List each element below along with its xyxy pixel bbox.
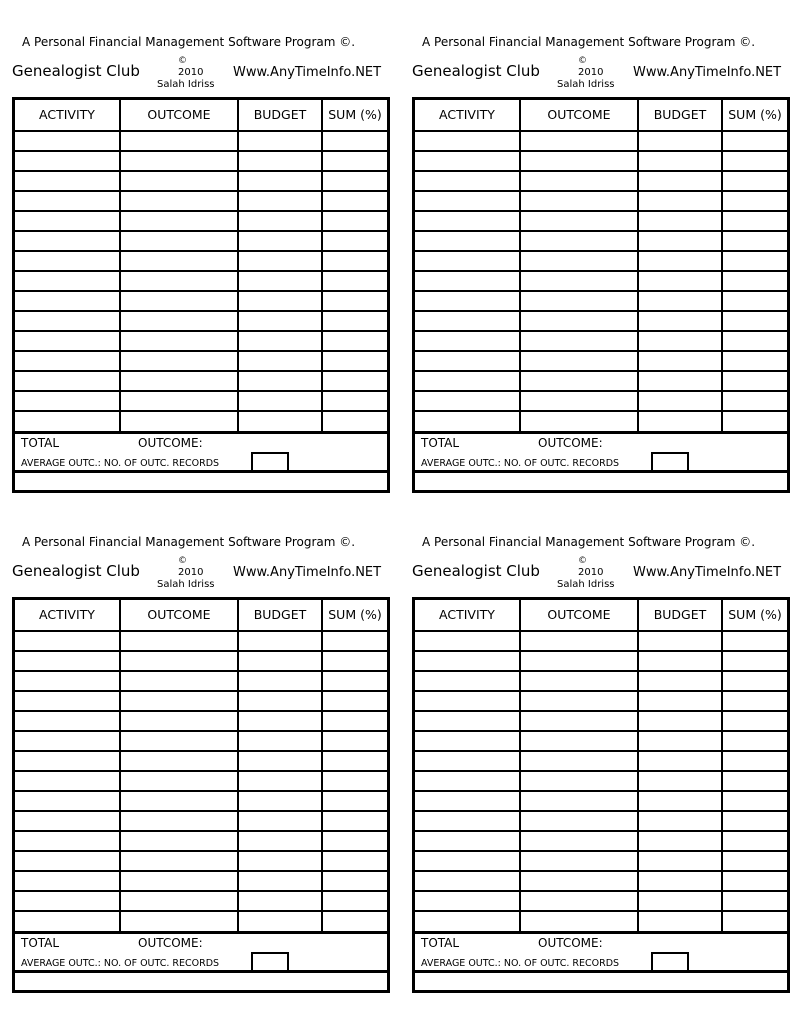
club-name: Genealogist Club — [12, 562, 140, 580]
author-name: Salah Idriss — [157, 579, 215, 590]
website-url: Www.AnyTimeInfo.NET — [233, 65, 382, 80]
budget-table — [412, 97, 790, 493]
copyright-year: 2010 — [178, 67, 204, 78]
row-divider — [415, 650, 787, 652]
total-label: TOTAL — [21, 436, 60, 450]
row-divider — [415, 870, 787, 872]
row-divider — [15, 790, 387, 792]
row-divider — [15, 650, 387, 652]
row-divider — [415, 630, 787, 632]
row-divider — [15, 630, 387, 632]
total-label: TOTAL — [21, 936, 60, 950]
records-count-box — [651, 952, 689, 972]
section-divider — [415, 431, 787, 434]
row-divider — [415, 290, 787, 292]
row-divider — [15, 370, 387, 372]
row-divider — [415, 310, 787, 312]
copyright-year: 2010 — [578, 67, 604, 78]
row-divider — [15, 130, 387, 132]
program-line: A Personal Financial Management Software Program ©. — [22, 35, 356, 49]
total-label: TOTAL — [421, 436, 460, 450]
row-divider — [415, 190, 787, 192]
column-header-sum: SUM (%) — [728, 107, 782, 122]
total-outcome-label: OUTCOME: — [138, 436, 203, 450]
author-name: Salah Idriss — [557, 79, 615, 90]
section-divider — [15, 931, 387, 934]
row-divider — [415, 390, 787, 392]
row-divider — [415, 230, 787, 232]
average-outcome-label: AVERAGE OUTC.: NO. OF OUTC. RECORDS — [421, 458, 620, 469]
club-name: Genealogist Club — [12, 62, 140, 80]
section-divider — [415, 970, 787, 973]
column-header-budget: BUDGET — [253, 607, 307, 622]
column-header-outcome: OUTCOME — [547, 607, 611, 622]
column-header-activity: ACTIVITY — [439, 607, 495, 622]
row-divider — [15, 850, 387, 852]
row-divider — [15, 270, 387, 272]
total-outcome-label: OUTCOME: — [138, 936, 203, 950]
column-header-outcome: OUTCOME — [547, 107, 611, 122]
copyright-year: 2010 — [578, 567, 604, 578]
records-count-box — [251, 452, 289, 472]
row-divider — [415, 850, 787, 852]
column-header-sum: SUM (%) — [728, 607, 782, 622]
section-divider — [15, 470, 387, 473]
row-divider — [415, 210, 787, 212]
row-divider — [15, 290, 387, 292]
author-name: Salah Idriss — [157, 79, 215, 90]
column-header-budget: BUDGET — [653, 607, 707, 622]
club-name: Genealogist Club — [412, 62, 540, 80]
row-divider — [15, 410, 387, 412]
average-outcome-label: AVERAGE OUTC.: NO. OF OUTC. RECORDS — [21, 958, 220, 969]
website-url: Www.AnyTimeInfo.NET — [233, 565, 382, 580]
row-divider — [15, 670, 387, 672]
copyright-symbol: © — [178, 56, 187, 66]
row-divider — [415, 130, 787, 132]
column-header-activity: ACTIVITY — [439, 107, 495, 122]
row-divider — [415, 170, 787, 172]
column-header-budget: BUDGET — [253, 107, 307, 122]
column-header-budget: BUDGET — [653, 107, 707, 122]
total-label: TOTAL — [421, 936, 460, 950]
row-divider — [15, 730, 387, 732]
program-line: A Personal Financial Management Software Program ©. — [422, 35, 756, 49]
average-outcome-label: AVERAGE OUTC.: NO. OF OUTC. RECORDS — [421, 958, 620, 969]
row-divider — [15, 350, 387, 352]
row-divider — [415, 790, 787, 792]
row-divider — [15, 310, 387, 312]
row-divider — [415, 670, 787, 672]
row-divider — [415, 910, 787, 912]
column-header-activity: ACTIVITY — [39, 607, 95, 622]
budget-form-card — [410, 30, 790, 530]
column-header-outcome: OUTCOME — [147, 607, 211, 622]
column-header-sum: SUM (%) — [328, 107, 382, 122]
budget-form-card — [10, 530, 390, 1030]
row-divider — [15, 210, 387, 212]
copyright-year: 2010 — [178, 567, 204, 578]
program-line: A Personal Financial Management Software Program ©. — [22, 535, 356, 549]
row-divider — [15, 250, 387, 252]
row-divider — [15, 830, 387, 832]
copyright-symbol: © — [578, 56, 587, 66]
section-divider — [415, 931, 787, 934]
row-divider — [15, 810, 387, 812]
section-divider — [15, 970, 387, 973]
total-outcome-label: OUTCOME: — [538, 936, 603, 950]
row-divider — [15, 770, 387, 772]
row-divider — [15, 330, 387, 332]
row-divider — [15, 690, 387, 692]
row-divider — [15, 150, 387, 152]
copyright-symbol: © — [178, 556, 187, 566]
row-divider — [415, 250, 787, 252]
row-divider — [415, 350, 787, 352]
row-divider — [415, 810, 787, 812]
row-divider — [415, 150, 787, 152]
records-count-box — [251, 952, 289, 972]
row-divider — [15, 890, 387, 892]
records-count-box — [651, 452, 689, 472]
column-header-sum: SUM (%) — [328, 607, 382, 622]
copyright-symbol: © — [578, 556, 587, 566]
row-divider — [415, 750, 787, 752]
website-url: Www.AnyTimeInfo.NET — [633, 565, 782, 580]
row-divider — [15, 910, 387, 912]
budget-form-card — [410, 530, 790, 1030]
section-divider — [15, 431, 387, 434]
row-divider — [15, 170, 387, 172]
row-divider — [415, 890, 787, 892]
average-outcome-label: AVERAGE OUTC.: NO. OF OUTC. RECORDS — [21, 458, 220, 469]
row-divider — [415, 410, 787, 412]
row-divider — [415, 830, 787, 832]
club-name: Genealogist Club — [412, 562, 540, 580]
row-divider — [415, 270, 787, 272]
row-divider — [415, 370, 787, 372]
row-divider — [15, 390, 387, 392]
row-divider — [415, 710, 787, 712]
row-divider — [15, 870, 387, 872]
budget-form-card — [10, 30, 390, 530]
column-header-outcome: OUTCOME — [147, 107, 211, 122]
total-outcome-label: OUTCOME: — [538, 436, 603, 450]
row-divider — [15, 230, 387, 232]
row-divider — [415, 330, 787, 332]
budget-table — [12, 97, 390, 493]
website-url: Www.AnyTimeInfo.NET — [633, 65, 782, 80]
row-divider — [15, 750, 387, 752]
row-divider — [415, 730, 787, 732]
budget-table — [412, 597, 790, 993]
row-divider — [15, 190, 387, 192]
row-divider — [415, 770, 787, 772]
column-header-activity: ACTIVITY — [39, 107, 95, 122]
row-divider — [415, 690, 787, 692]
program-line: A Personal Financial Management Software Program ©. — [422, 535, 756, 549]
author-name: Salah Idriss — [557, 579, 615, 590]
row-divider — [15, 710, 387, 712]
section-divider — [415, 470, 787, 473]
budget-table — [12, 597, 390, 993]
